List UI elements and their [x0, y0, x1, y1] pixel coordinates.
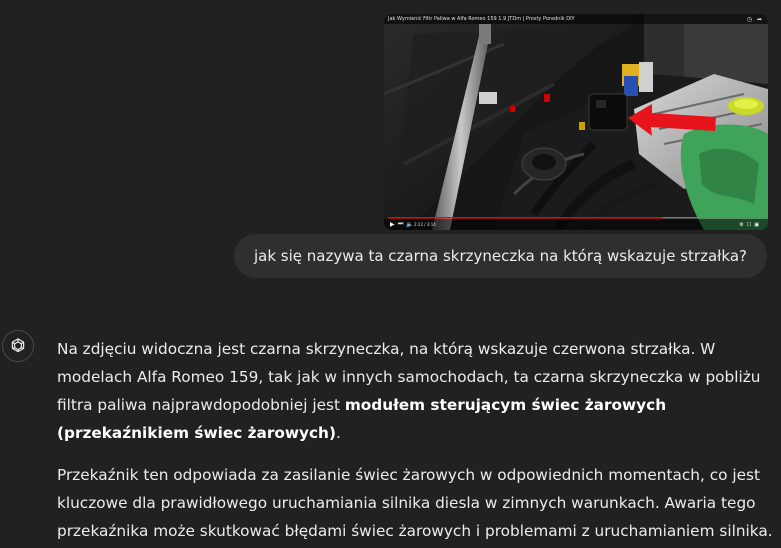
assistant-paragraph-2: Przekaźnik ten odpowiada za zasilanie świec żarowych w odpowiednich momentach, co jest kluczowe dla prawidłowego uruchamiania silnika diesla w zimnych warunkach. Awaria tego przekaźnika może skutkować błędami świec żarowych i problemami z uruchamianiem silnika. — [57, 466, 773, 540]
user-message: jak się nazywa ta czarna skrzyneczka na którą wskazuje strzałka? — [234, 234, 767, 278]
assistant-p1-bold: modułem sterującym świec żarowych (przekaźnikiem świec żarowych) — [57, 396, 667, 442]
video-top-icons — [742, 16, 762, 23]
openai-logo-icon — [9, 337, 27, 355]
clock-icon[interactable]: ◷ — [746, 16, 752, 23]
engine-bay-photo — [384, 14, 768, 230]
video-settings-icons[interactable]: ⚙☐▣ — [739, 222, 762, 228]
user-uploaded-image[interactable] — [384, 14, 768, 230]
assistant-p1-text: Na zdjęciu widoczna jest czarna skrzyneczka, na którą wskazuje czerwona strzałka. W modelach Alfa Romeo 159, tak jak w innych samochodach, ta czarna skrzyneczka w pobliżu filtra paliwa najprawdopodobniej jest — [57, 340, 761, 414]
video-progress-fill — [388, 217, 663, 219]
video-title: Jak Wymienić Filtr Paliwa w Alfa Romeo 159 1.9 JTDm | Prosty Poradnik DIY — [388, 16, 575, 22]
assistant-message — [57, 335, 777, 548]
assistant-paragraph-1 — [57, 335, 777, 447]
volume-icon[interactable]: 🔈 — [406, 221, 414, 228]
assistant-p1-end: . — [335, 424, 341, 442]
share-icon[interactable]: ➦ — [756, 16, 762, 23]
play-icon[interactable]: ▶ — [390, 221, 395, 228]
assistant-avatar — [2, 330, 34, 362]
next-icon[interactable]: ⏭ — [398, 220, 404, 227]
video-time: 2:22 / 3:14 — [414, 222, 436, 227]
